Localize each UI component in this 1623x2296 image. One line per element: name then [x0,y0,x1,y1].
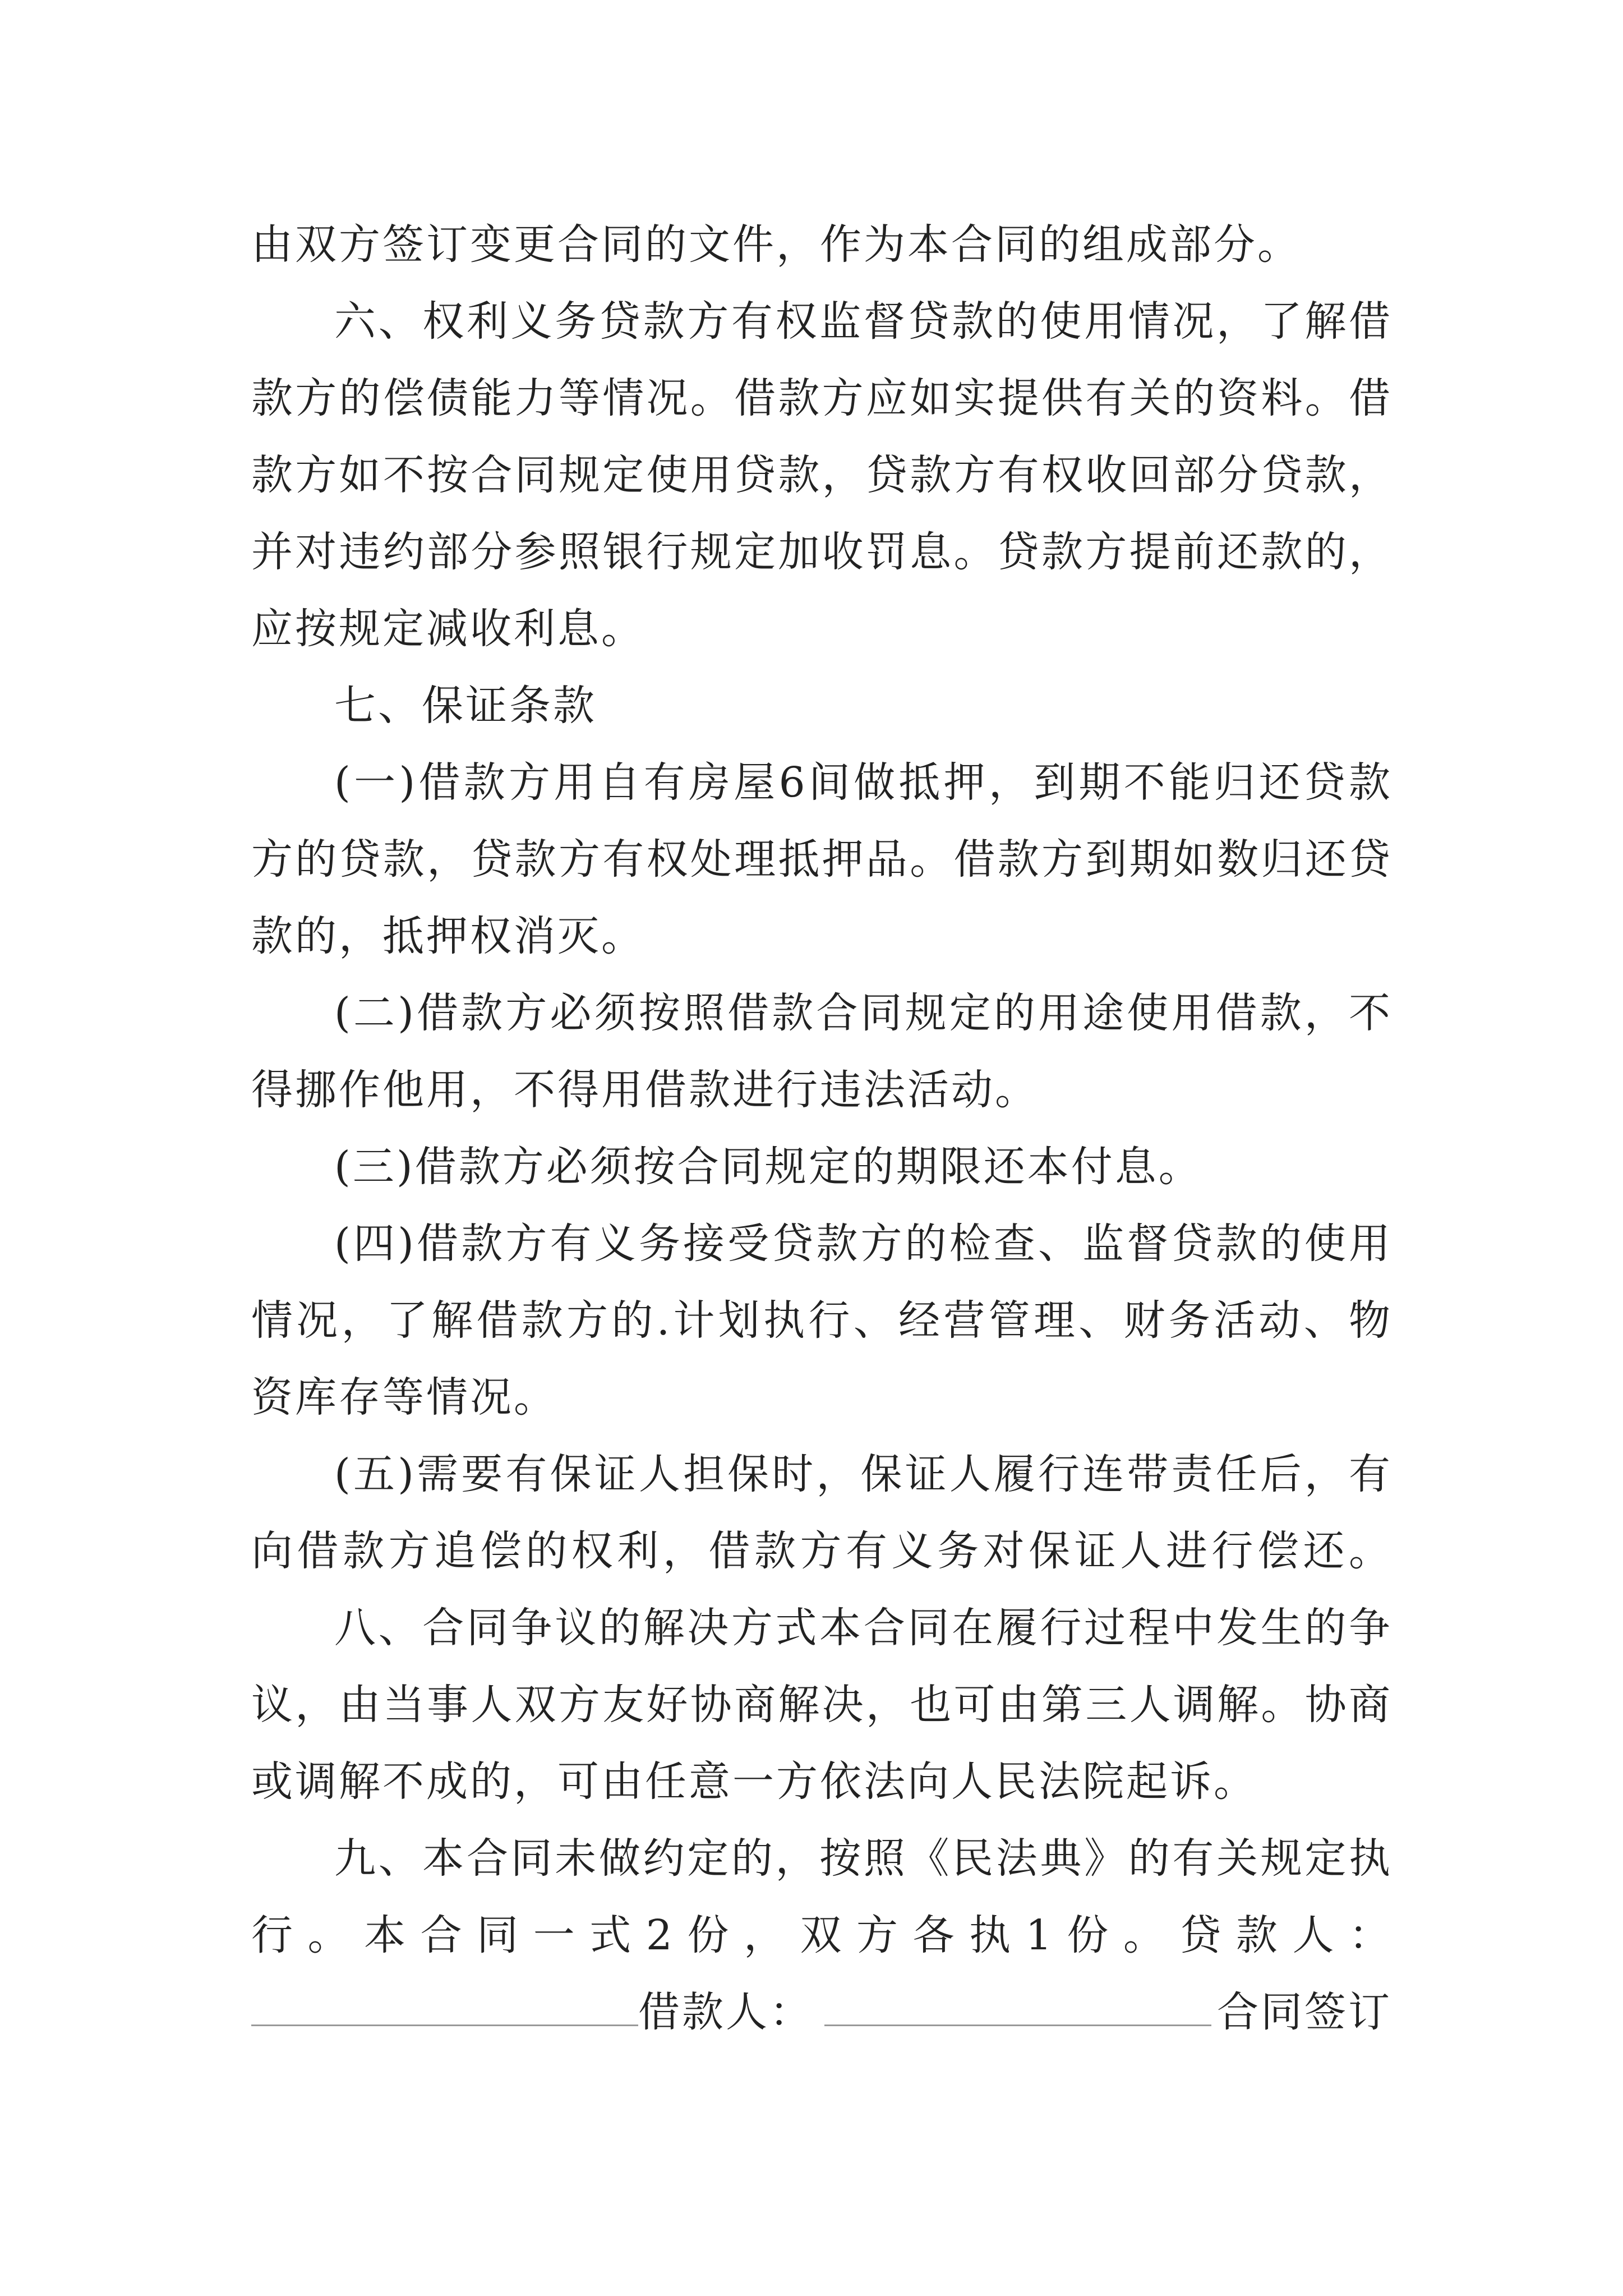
text-line: 七、保证条款 [334,682,597,730]
text-line: 款的，抵押权消灭。 [251,912,645,960]
lender-blank-field[interactable] [251,1974,638,2026]
text-line: 款方如不按合同规定使用贷款，贷款方有权收回部分贷款， [251,451,1393,499]
text-line: 九、本合同未做约定的，按照《民法典》的有关规定执 [334,1834,1393,1883]
text-line: 行。本合同一式2份，双方各执1份。贷款人： [251,1911,1393,1959]
text-line: (三)借款方必须按合同规定的期限还本付息。 [334,1143,1202,1191]
text-line: 方的贷款，贷款方有权处理抵押品。借款方到期如数归还贷 [251,835,1393,884]
text-line: 得挪作他用，不得用借款进行违法活动。 [251,1066,1039,1114]
document-body [251,206,1393,1974]
text-line: 款方的偿债能力等情况。借款方应如实提供有关的资料。借 [251,374,1393,422]
signature-line [251,1974,1393,2051]
text-line: 并对违约部分参照银行规定加收罚息。贷款方提前还款的， [251,528,1393,576]
contract-date-label: 合同签订 [1217,1988,1392,2036]
text-line: 议，由当事人双方友好协商解决，也可由第三人调解。协商 [251,1681,1393,1729]
text-line: 应按规定减收利息。 [251,605,645,653]
text-line: (一)借款方用自有房屋6间做抵押，到期不能归还贷款 [334,758,1393,807]
document-page [251,206,1393,2051]
text-line: 八、合同争议的解决方式本合同在履行过程中发生的争 [334,1604,1393,1652]
text-line: (四)借款方有义务接受贷款方的检查、监督贷款的使用 [334,1220,1393,1268]
text-line: 由双方签订变更合同的文件，作为本合同的组成部分。 [251,220,1301,269]
text-line: 资库存等情况。 [251,1373,557,1421]
text-line: 情况，了解借款方的.计划执行、经营管理、财务活动、物 [251,1296,1393,1345]
borrower-blank-field[interactable] [824,1974,1211,2026]
text-line: 或调解不成的，可由任意一方依法向人民法院起诉。 [251,1757,1257,1806]
borrower-label: 借款人： [638,1988,813,2036]
text-line: (二)借款方必须按照借款合同规定的用途使用借款，不 [334,989,1393,1037]
text-line: (五)需要有保证人担保时，保证人履行连带责任后，有 [334,1450,1393,1498]
text-line: 向借款方追偿的权利，借款方有义务对保证人进行偿还。 [251,1527,1393,1575]
text-line: 六、权利义务贷款方有权监督贷款的使用情况，了解借 [334,297,1393,346]
